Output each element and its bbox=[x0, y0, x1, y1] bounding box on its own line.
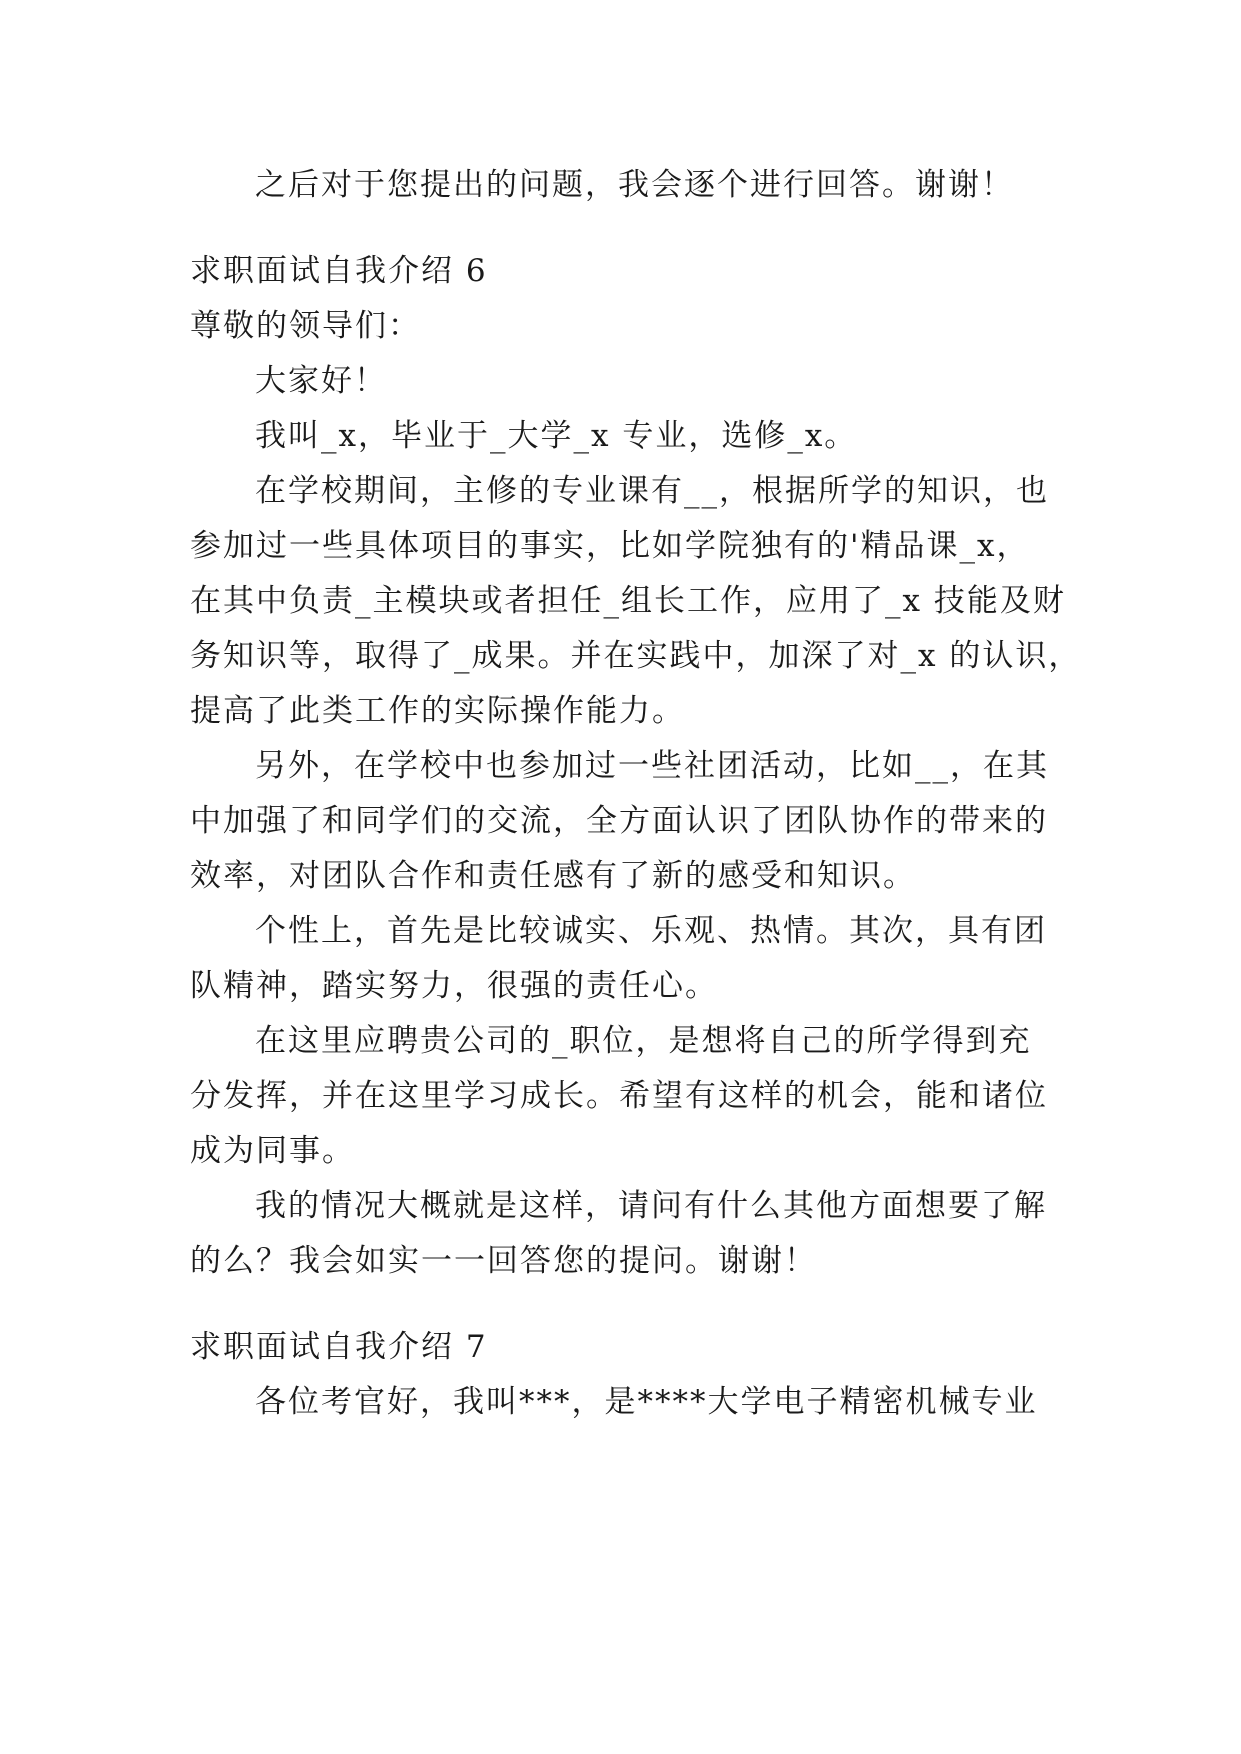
paragraph-line: 个性上，首先是比较诚实、乐观、热情。其次，具有团 bbox=[255, 913, 1047, 949]
paragraph-line: 另外，在学校中也参加过一些社团活动，比如__，在其 bbox=[255, 748, 1049, 784]
paragraph-line: 的么？我会如实一一回答您的提问。谢谢！ bbox=[190, 1243, 817, 1279]
paragraph-line: 在其中负责_主模块或者担任_组长工作，应用了_x 技能及财 bbox=[190, 583, 1066, 619]
paragraph-line: 我的情况大概就是这样，请问有什么其他方面想要了解 bbox=[255, 1188, 1047, 1224]
salutation: 尊敬的领导们： bbox=[190, 308, 421, 344]
paragraph-line: 参加过一些具体项目的事实，比如学院独有的'精品课_x， bbox=[190, 528, 1030, 564]
paragraph-line: 效率，对团队合作和责任感有了新的感受和知识。 bbox=[190, 858, 916, 894]
paragraph-line: 队精神，踏实努力，很强的责任心。 bbox=[190, 968, 718, 1004]
paragraph-line: 我叫_x，毕业于_大学_x 专业，选修_x。 bbox=[255, 418, 858, 454]
paragraph-line: 在学校期间，主修的专业课有__，根据所学的知识，也 bbox=[255, 473, 1049, 509]
section-heading-7: 求职面试自我介绍 7 bbox=[190, 1329, 488, 1365]
paragraph-line: 成为同事。 bbox=[190, 1133, 355, 1169]
paragraph-line: 中加强了和同学们的交流，全方面认识了团队协作的带来的 bbox=[190, 803, 1048, 839]
greeting: 大家好！ bbox=[255, 363, 387, 399]
paragraph-line: 分发挥，并在这里学习成长。希望有这样的机会，能和诸位 bbox=[190, 1078, 1048, 1114]
paragraph-line: 在这里应聘贵公司的_职位，是想将自己的所学得到充 bbox=[255, 1023, 1032, 1059]
paragraph-line: 各位考官好，我叫***，是****大学电子精密机械专业 bbox=[255, 1384, 1038, 1420]
paragraph-line: 务知识等，取得了_成果。并在实践中，加深了对_x 的认识， bbox=[190, 638, 1082, 674]
closing-line: 之后对于您提出的问题，我会逐个进行回答。谢谢！ bbox=[255, 167, 1014, 203]
section-heading-6: 求职面试自我介绍 6 bbox=[190, 253, 488, 289]
paragraph-line: 提高了此类工作的实际操作能力。 bbox=[190, 693, 685, 729]
